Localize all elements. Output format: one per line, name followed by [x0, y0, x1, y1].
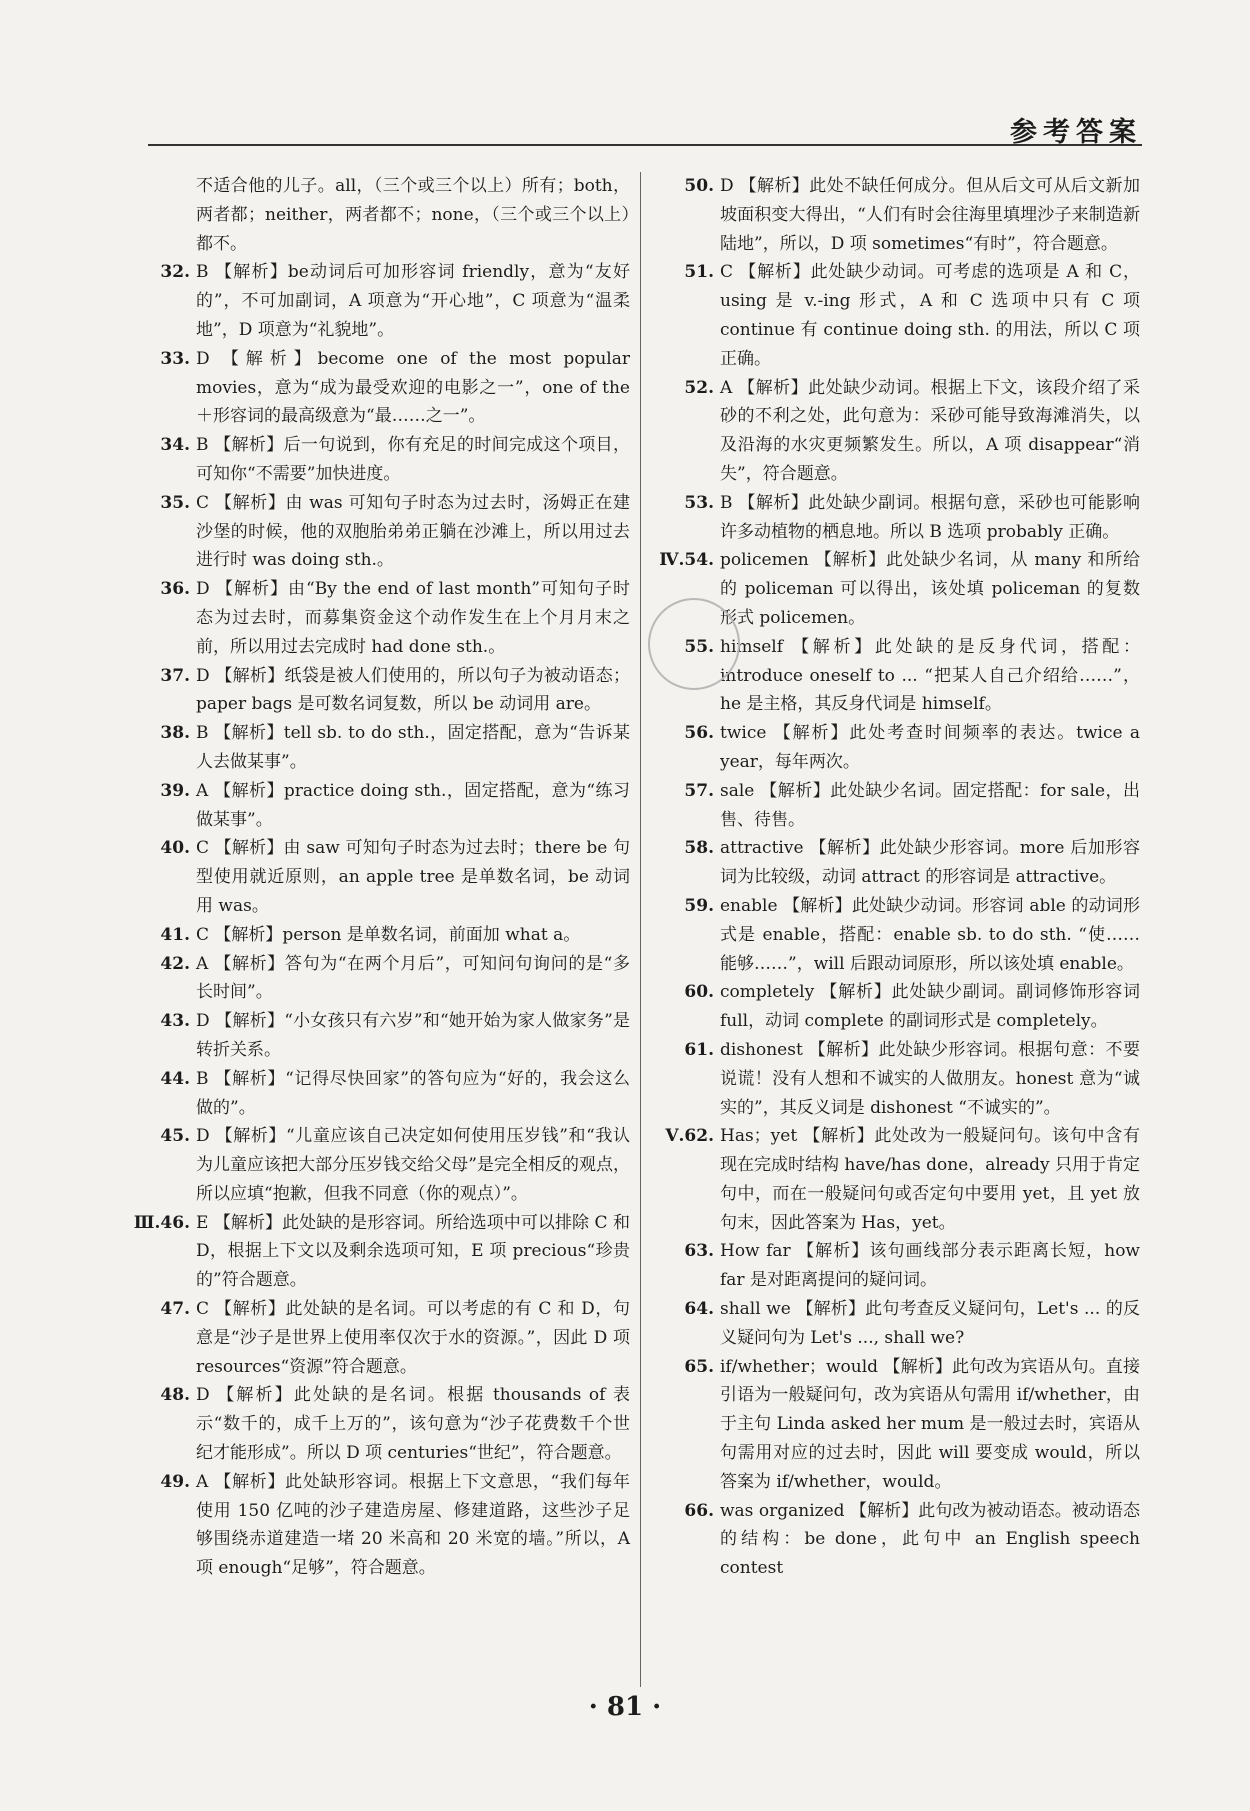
answer-text: D 【解析】此处缺的是名词。根据 thousands of 表示“数千的，成千上万的”，该句意为“沙子花费数千个世纪才能形成”。所以 D 项 centuries“世纪”，符合题意。: [196, 1385, 630, 1464]
answer-number: 45.: [160, 1126, 190, 1147]
answer-text: C 【解析】由 saw 可知句子时态为过去时；there be 句型使用就近原则，an apple tree 是单数名词，be 动词用 was。: [196, 838, 630, 916]
answer-entry: [652, 374, 1140, 489]
answer-text: if/whether；would 【解析】此句改为宾语从句。直接引语为一般疑问句，改为宾语从句需用 if/whether，由于主句 Linda asked her mum 是一般过去时，宾语从句需用对应的过去时，因此 will 要变成 would，所以答案为 if/whether，would。: [720, 1356, 1140, 1492]
answer-number: 59.: [684, 895, 714, 916]
answer-number: 60.: [684, 982, 714, 1003]
answer-entry: [652, 777, 1140, 835]
answer-number: 40.: [160, 838, 190, 859]
answer-entry: [128, 950, 630, 1008]
answer-number: 53.: [684, 492, 714, 513]
answer-entry: [128, 258, 630, 344]
answer-entry: [128, 1065, 630, 1123]
answer-number: 32.: [160, 262, 190, 283]
answer-entry: [652, 1295, 1140, 1353]
answer-text: shall we 【解析】此句考查反义疑问句，Let's ... 的反义疑问句为 Let's ..., shall we?: [720, 1299, 1140, 1348]
answer-entry: [128, 489, 630, 575]
answer-text: himself 【解析】此处缺的是反身代词，搭配：introduce oneself to ... “把某人自己介绍给……”，he 是主格，其反身代词是 himself。: [720, 636, 1140, 715]
answer-text: A 【解析】此处缺少动词。根据上下文，该段介绍了采砂的不利之处，此句意为：采砂可能导致海滩消失，以及沿海的水灾更频繁发生。所以，A 项 disappear“消失”，符合题意。: [720, 377, 1140, 484]
answer-entry: [128, 1007, 630, 1065]
answer-text: B 【解析】后一句说到，你有充足的时间完成这个项目，可知你“不需要”加快进度。: [196, 435, 630, 484]
answer-text: D 【解析】纸袋是被人们使用的，所以句子为被动语态；paper bags 是可数名词复数，所以 be 动词用 are。: [196, 665, 630, 715]
answer-number: 63.: [684, 1241, 714, 1262]
answer-number: 37.: [160, 665, 190, 686]
answer-text: B 【解析】“记得尽快回家”的答句应为“好的，我会这么做的”。: [196, 1068, 630, 1118]
answer-entry: [128, 345, 630, 431]
answer-text: D 【解析】become one of the most popular movies，意为“成为最受欢迎的电影之一”，one of the＋形容词的最高级意为“最……之一”。: [196, 348, 630, 427]
answer-text: C 【解析】person 是单数名词，前面加 what a。: [196, 924, 581, 945]
answer-number: 47.: [160, 1299, 190, 1320]
answer-entry: [128, 777, 630, 835]
answer-number: 36.: [160, 579, 190, 600]
answer-number: Ⅳ.54.: [659, 550, 714, 571]
answer-text: attractive 【解析】此处缺少形容词。more 后加形容词为比较级，动词 attract 的形容词是 attractive。: [720, 838, 1140, 888]
answer-number: 35.: [160, 492, 190, 513]
answer-number: 38.: [160, 723, 190, 744]
answer-number: 65.: [684, 1356, 714, 1377]
answer-number: 61.: [684, 1039, 714, 1060]
answer-text: sale 【解析】此处缺少名词。固定搭配：for sale，出售、待售。: [720, 780, 1140, 830]
answer-text: B 【解析】be动词后可加形容词 friendly，意为“友好的”，不可加副词，A 项意为“开心地”，C 项意为“温柔地”，D 项意为“礼貌地”。: [196, 262, 630, 340]
answer-text: C 【解析】此处缺的是名词。可以考虑的有 C 和 D，句意是“沙子是世界上使用率仅次于水的资源。”，因此 D 项 resources“资源”符合题意。: [196, 1299, 630, 1377]
answer-entry: [128, 431, 630, 489]
answer-entry: [128, 719, 630, 777]
answer-entry: [652, 1036, 1140, 1122]
answer-text: D 【解析】“小女孩只有六岁”和“她开始为家人做家务”是转折关系。: [196, 1011, 630, 1060]
column-divider: [640, 172, 641, 1687]
answer-entry: [652, 1237, 1140, 1295]
answer-number: Ⅴ.62.: [665, 1126, 714, 1147]
answer-entry: [128, 834, 630, 920]
answer-number: 55.: [684, 636, 714, 657]
answer-entry: [652, 1497, 1140, 1583]
answer-text: policemen 【解析】此处缺少名词，从 many 和所给的 policeman 可以得出，该处填 policeman 的复数形式 policemen。: [720, 550, 1140, 628]
answer-entry: [128, 1381, 630, 1467]
answer-column-left: [128, 172, 630, 1583]
answer-entry: [652, 834, 1140, 892]
answer-entry: [128, 662, 630, 720]
answer-number: 34.: [160, 435, 190, 456]
header-rule: [148, 144, 1142, 146]
answer-entry: [652, 719, 1140, 777]
answer-text: dishonest 【解析】此处缺少形容词。根据句意：不要说谎！没有人想和不诚实的人做朋友。honest 意为“诚实的”，其反义词是 dishonest “不诚实的”。: [720, 1039, 1140, 1118]
answer-text: How far 【解析】该句画线部分表示距离长短，how far 是对距离提问的疑问词。: [720, 1241, 1140, 1291]
answer-entry: [128, 1122, 630, 1208]
answer-entry: [652, 172, 1140, 258]
answer-entry: [128, 921, 630, 950]
answer-entry: [128, 575, 630, 661]
answer-number: 33.: [160, 348, 190, 369]
answer-number: Ⅲ.46.: [133, 1212, 190, 1233]
answer-number: 41.: [160, 924, 190, 945]
answer-text: A 【解析】practice doing sth.，固定搭配，意为“练习做某事”。: [196, 780, 630, 830]
answer-entry: [652, 1353, 1140, 1497]
answer-entry: [128, 1468, 630, 1583]
answer-number: 66.: [684, 1500, 714, 1521]
answer-number: 57.: [684, 780, 714, 801]
header-title: 参考答案: [1010, 117, 1142, 148]
answer-entry: [652, 1122, 1140, 1237]
page-number: · 81 ·: [588, 1692, 662, 1722]
answer-number: 49.: [160, 1471, 190, 1492]
answer-text: B 【解析】此处缺少副词。根据句意，采砂也可能影响许多动植物的栖息地。所以 B 选项 probably 正确。: [720, 492, 1140, 542]
answer-entry: [128, 1209, 630, 1295]
answer-entry: [128, 1295, 630, 1381]
answer-number: 48.: [160, 1385, 190, 1406]
answer-number: 50.: [684, 176, 714, 196]
answer-text: D 【解析】由“By the end of last month”可知句子时态为过去时，而募集资金这个动作发生在上个月月末之前，所以用过去完成时 had done sth.。: [196, 579, 630, 657]
answer-text: twice 【解析】此处考查时间频率的表达。twice a year，每年两次。: [720, 723, 1140, 772]
answer-number: 58.: [684, 838, 714, 859]
answer-text: was organized 【解析】此句改为被动语态。被动语态的结构：be done，此句中 an English speech contest: [720, 1500, 1140, 1579]
answer-number: 52.: [684, 377, 714, 398]
answer-number: 43.: [160, 1011, 190, 1032]
answer-entry: [652, 489, 1140, 547]
answer-number: 42.: [160, 953, 190, 974]
answer-text: 不适合他的儿子。all，（三个或三个以上）所有；both，两者都；neither，两者都不；none，（三个或三个以上）都不。: [196, 176, 630, 254]
answer-text: C 【解析】此处缺少动词。可考虑的选项是 A 和 C，using 是 v.-ing 形式，A 和 C 选项中只有 C 项 continue 有 continue doing sth. 的用法，所以 C 项正确。: [720, 262, 1140, 369]
answer-number: 56.: [684, 723, 714, 744]
answer-text: D 【解析】此处不缺任何成分。但从后文可从后文新加坡面积变大得出，“人们有时会往海里填埋沙子来制造新陆地”，所以，D 项 sometimes“有时”，符合题意。: [720, 176, 1140, 254]
answer-entry: [128, 172, 630, 258]
answer-number: 39.: [160, 780, 190, 801]
answer-text: C 【解析】由 was 可知句子时态为过去时，汤姆正在建沙堡的时候，他的双胞胎弟弟正躺在沙滩上，所以用过去进行时 was doing sth.。: [196, 492, 630, 571]
answer-entry: [652, 892, 1140, 978]
answer-text: enable 【解析】此处缺少动词。形容词 able 的动词形式是 enable，搭配：enable sb. to do sth. “使……能够……”，will 后跟动词原形，所以该处填 enable。: [720, 895, 1140, 974]
answer-column-right: [652, 172, 1140, 1583]
answer-text: completely 【解析】此处缺少副词。副词修饰形容词 full，动词 complete 的副词形式是 completely。: [720, 982, 1140, 1032]
answer-text: E 【解析】此处缺的是形容词。所给选项中可以排除 C 和 D，根据上下文以及剩余选项可知，E 项 precious“珍贵的”符合题意。: [196, 1212, 630, 1291]
answer-entry: [652, 978, 1140, 1036]
answer-text: Has；yet 【解析】此处改为一般疑问句。该句中含有现在完成时结构 have/has done，already 只用于肯定句中，而在一般疑问句或否定句中要用 yet，且 yet 放句末，因此答案为 Has，yet。: [720, 1126, 1141, 1233]
answer-number: 64.: [684, 1299, 714, 1320]
answer-text: A 【解析】此处缺形容词。根据上下文意思，“我们每年使用 150 亿吨的沙子建造房屋、修建道路，这些沙子足够围绕赤道建造一堵 20 米高和 20 米宽的墙。”所以，A 项 enough“足够”，符合题意。: [196, 1471, 630, 1579]
answer-text: A 【解析】答句为“在两个月后”，可知问句询问的是“多长时间”。: [196, 953, 630, 1003]
answer-number: 51.: [684, 262, 714, 283]
answer-text: D 【解析】“儿童应该自己决定如何使用压岁钱”和“我认为儿童应该把大部分压岁钱交给父母”是完全相反的观点，所以应填“抱歉，但我不同意（你的观点）”。: [196, 1126, 630, 1204]
watermark-stamp: [648, 598, 740, 690]
answer-number: 44.: [160, 1068, 190, 1089]
answer-text: B 【解析】tell sb. to do sth.，固定搭配，意为“告诉某人去做某事”。: [196, 723, 630, 772]
answer-entry: [652, 258, 1140, 373]
